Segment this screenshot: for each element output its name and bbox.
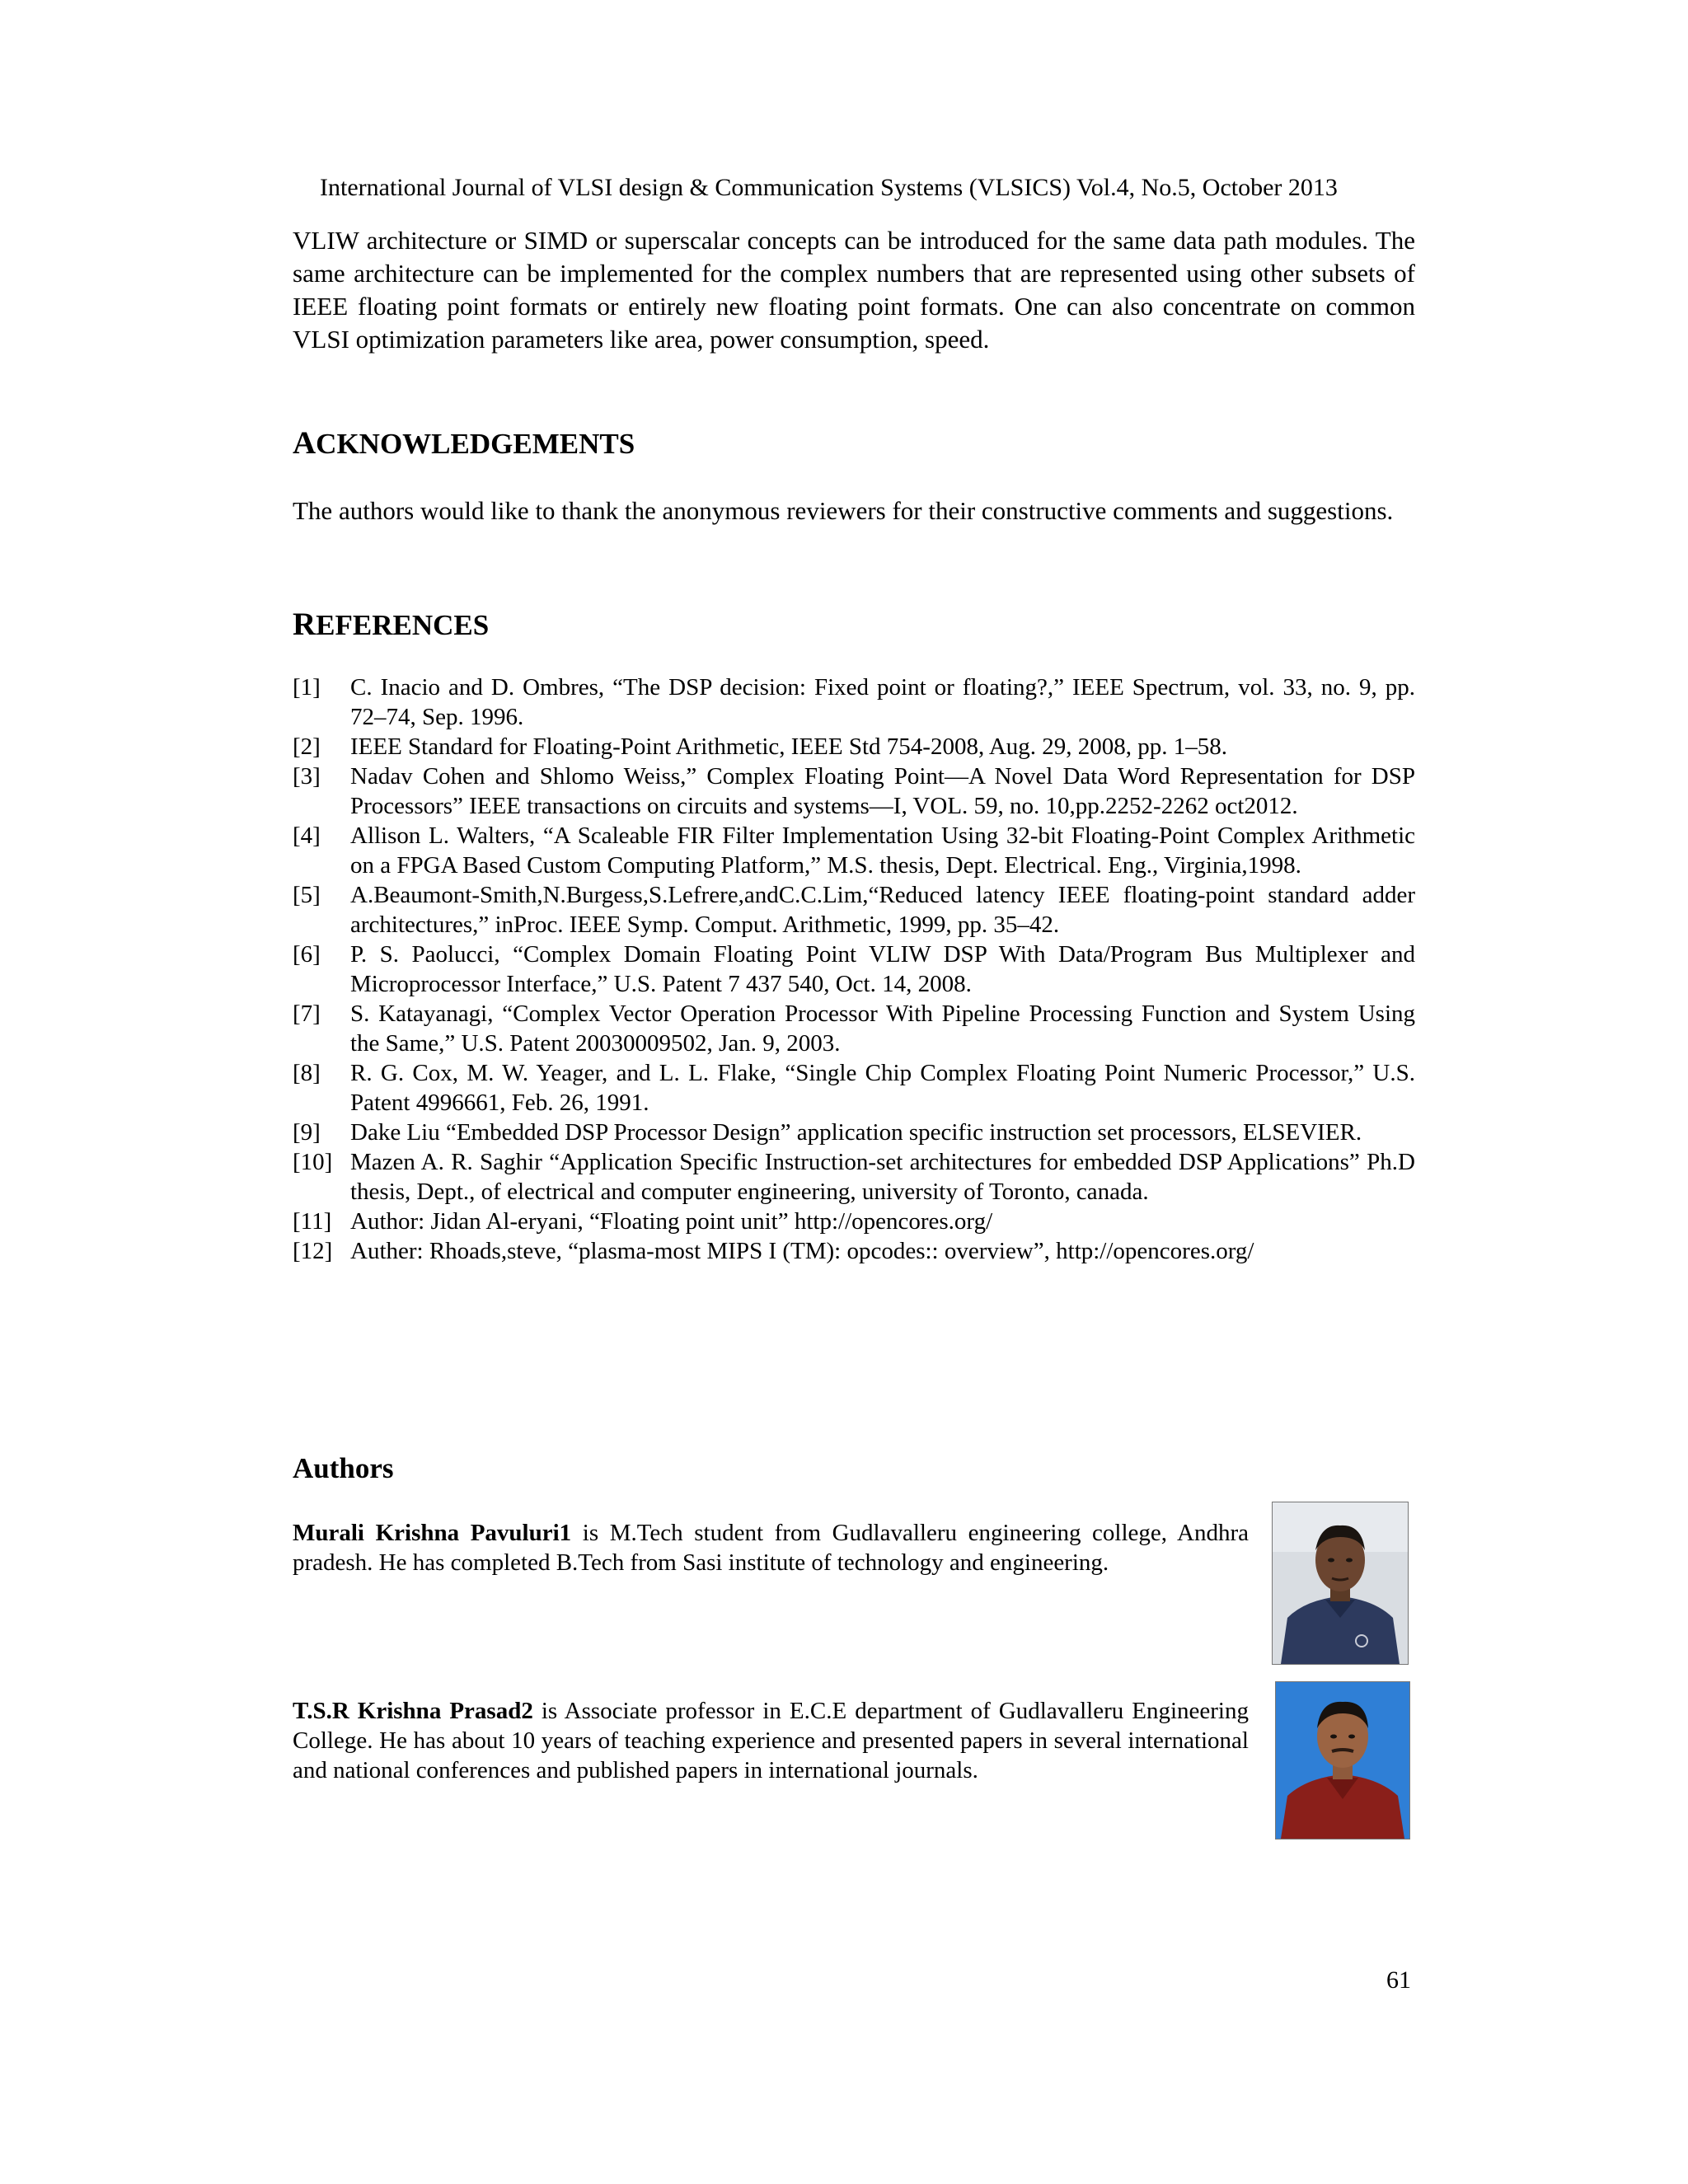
reference-text: Auther: Rhoads,steve, “plasma-most MIPS I (TM): opcodes:: overview”, http://opencores.org/	[350, 1238, 1254, 1264]
reference-text: C. Inacio and D. Ombres, “The DSP decision: Fixed point or floating?,” IEEE Spectrum, vol. 33, no. 9, pp. 72–74, Sep. 1996.	[350, 674, 1415, 730]
authors-heading: Authors	[293, 1452, 394, 1484]
ack-heading-rest: CKNOWLEDGEMENTS	[316, 428, 635, 460]
reference-number: [12]	[293, 1238, 333, 1264]
reference-text: Nadav Cohen and Shlomo Weiss,” Complex Floating Point—A Novel Data Word Representation for DSP Processors” IEEE transactions on circuits and systems—I, VOL. 59, no. 10,pp.2252-2262 oct2012.	[350, 763, 1415, 819]
reference-text: S. Katayanagi, “Complex Vector Operation Processor With Pipeline Processing Function and System Using the Same,” U.S. Patent 20030009502, Jan. 9, 2003.	[350, 1001, 1415, 1057]
references-list	[293, 673, 1415, 1266]
reference-number: [7]	[293, 1001, 321, 1027]
reference-number: [5]	[293, 882, 321, 908]
reference-number: [10]	[293, 1149, 333, 1175]
reference-number: [9]	[293, 1119, 321, 1146]
references-heading	[293, 608, 1415, 642]
author-name: T.S.R Krishna Prasad2	[293, 1698, 533, 1724]
acknowledgements-section	[293, 494, 1415, 527]
reference-number: [1]	[293, 674, 321, 701]
reference-item	[293, 1207, 1415, 1236]
reference-item	[293, 732, 1415, 762]
author-photo	[1272, 1502, 1409, 1665]
author-bio-text: is M.Tech student from Gudlavalleru engineering college, Andhra pradesh. He has completed B.Tech from Sasi institute of technology and engineering.	[293, 1520, 1249, 1576]
intro-section	[293, 224, 1415, 356]
reference-text: Author: Jidan Al-eryani, “Floating point unit” http://opencores.org/	[350, 1208, 993, 1235]
acknowledgements-heading	[293, 427, 1415, 461]
ack-heading-initial: A	[293, 425, 316, 461]
page-number: 61	[1386, 1966, 1411, 1994]
reference-item	[293, 821, 1415, 880]
reference-number: [6]	[293, 941, 321, 968]
author-bio	[293, 1518, 1249, 1577]
reference-number: [2]	[293, 733, 321, 760]
author-photo-image	[1276, 1682, 1409, 1839]
ref-heading-initial: R	[293, 607, 316, 642]
reference-item	[293, 1236, 1415, 1266]
reference-item	[293, 1147, 1415, 1207]
reference-item	[293, 880, 1415, 940]
ref-heading-rest: EFERENCES	[316, 609, 490, 641]
reference-text: Mazen A. R. Saghir “Application Specific Instruction-set architectures for embedded DSP Applications” Ph.D thesis, Dept., of electrical and computer engineering, university of Toronto, canada.	[350, 1149, 1415, 1205]
journal-header: International Journal of VLSI design & Communication Systems (VLSICS) Vol.4, No.5, October 2013	[320, 174, 1338, 201]
reference-number: [4]	[293, 823, 321, 849]
author-bio-text: is Associate professor in E.C.E department of Gudlavalleru Engineering College. He has about 10 years of teaching experience and presented papers in several international and national conferences and published papers in international journals.	[293, 1698, 1249, 1783]
reference-text: R. G. Cox, M. W. Yeager, and L. L. Flake, “Single Chip Complex Floating Point Numeric Processor,” U.S. Patent 4996661, Feb. 26, 1991.	[350, 1060, 1415, 1116]
author-bio	[293, 1696, 1249, 1785]
reference-item	[293, 940, 1415, 999]
reference-item	[293, 1058, 1415, 1118]
intro-paragraph: VLIW architecture or SIMD or superscalar concepts can be introduced for the same data path modules. The same architecture can be implemented for the complex numbers that are represented using other subsets of IEEE floating point formats or entirely new floating point formats. One can also concentrate on common VLSI optimization parameters like area, power consumption, speed.	[293, 226, 1415, 354]
author-name: Murali Krishna Pavuluri1	[293, 1520, 572, 1546]
ack-text: The authors would like to thank the anonymous reviewers for their constructive comments and suggestions.	[293, 496, 1394, 525]
reference-item	[293, 673, 1415, 732]
reference-item	[293, 1118, 1415, 1147]
reference-number: [11]	[293, 1208, 332, 1235]
author-photo-image	[1273, 1502, 1408, 1664]
author-photo	[1275, 1681, 1410, 1840]
reference-text: Allison L. Walters, “A Scaleable FIR Filter Implementation Using 32-bit Floating-Point Complex Arithmetic on a FPGA Based Custom Computing Platform,” M.S. thesis, Dept. Electrical. Eng., Virginia,1998.	[350, 823, 1415, 879]
reference-text: Dake Liu “Embedded DSP Processor Design” application specific instruction set processors, ELSEVIER.	[350, 1119, 1362, 1146]
reference-item	[293, 999, 1415, 1058]
reference-text: A.Beaumont-Smith,N.Burgess,S.Lefrere,andC.C.Lim,“Reduced latency IEEE floating-point standard adder architectures,” inProc. IEEE Symp. Comput. Arithmetic, 1999, pp. 35–42.	[350, 882, 1415, 938]
reference-text: IEEE Standard for Floating-Point Arithmetic, IEEE Std 754-2008, Aug. 29, 2008, pp. 1–58.	[350, 733, 1228, 760]
reference-item	[293, 762, 1415, 821]
reference-number: [8]	[293, 1060, 321, 1086]
reference-text: P. S. Paolucci, “Complex Domain Floating Point VLIW DSP With Data/Program Bus Multiplexer and Microprocessor Interface,” U.S. Patent 7 437 540, Oct. 14, 2008.	[350, 941, 1415, 997]
reference-number: [3]	[293, 763, 321, 790]
